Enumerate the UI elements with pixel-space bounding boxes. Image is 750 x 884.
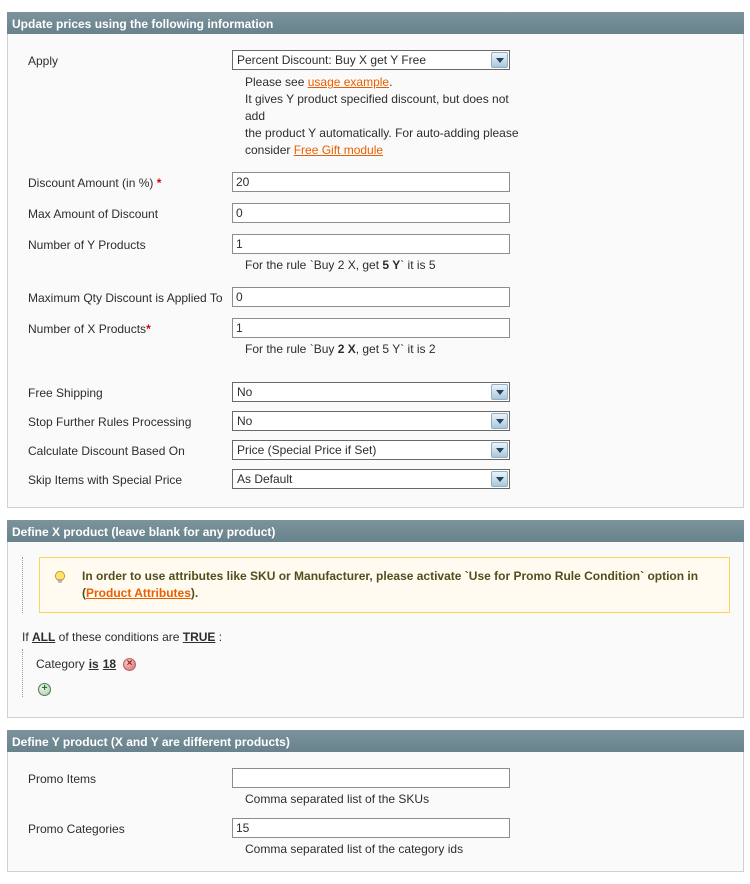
number-y-note — [245, 258, 524, 273]
section-body-define-y — [7, 752, 744, 872]
max-qty-input[interactable] — [232, 287, 510, 307]
apply-select-value: Percent Discount: Buy X get Y Free — [237, 53, 426, 67]
dropdown-arrow-icon — [491, 384, 508, 400]
section-header-define-x: Define X product (leave blank for any product) — [7, 520, 744, 542]
number-x-note — [245, 342, 524, 357]
rule-form-page — [7, 12, 744, 872]
number-y-note-bold: 5 Y — [382, 258, 401, 272]
apply-note1-text: Please see — [245, 75, 308, 89]
apply-notes — [245, 74, 524, 159]
lightbulb-icon — [52, 568, 68, 602]
skip-special-select-value: As Default — [237, 472, 293, 486]
number-y-input[interactable] — [232, 234, 510, 254]
required-asterisk: * — [146, 322, 151, 336]
calc-based-on-select[interactable] — [232, 440, 510, 460]
required-asterisk: * — [156, 176, 162, 190]
row-max-discount — [28, 203, 743, 223]
section-define-y — [7, 730, 744, 872]
number-x-label — [28, 318, 232, 357]
stop-rules-label: Stop Further Rules Processing — [28, 415, 192, 429]
row-skip-special — [28, 469, 743, 489]
section-header-update: Update prices using the following information — [7, 12, 744, 34]
skip-special-label: Skip Items with Special Price — [28, 473, 183, 487]
section-body-update — [7, 34, 744, 508]
number-x-note-part2: , get 5 Y` it is 2 — [355, 342, 436, 356]
calc-based-on-label: Calculate Discount Based On — [28, 444, 185, 458]
condition-attribute: Category — [36, 657, 85, 671]
discount-amount-label — [28, 172, 232, 192]
max-discount-input[interactable] — [232, 203, 510, 223]
remove-condition-icon[interactable]: × — [123, 658, 136, 671]
dropdown-arrow-icon — [491, 413, 508, 429]
section-update-prices — [7, 12, 744, 508]
max-discount-label: Max Amount of Discount — [28, 207, 159, 221]
dropdown-arrow-icon — [491, 52, 508, 68]
free-shipping-label: Free Shipping — [28, 386, 103, 400]
apply-note3-text: the product Y automatically. For auto-adding please — [245, 126, 519, 140]
promo-categories-note: Comma separated list of the category ids — [245, 841, 464, 856]
condition-row — [36, 657, 743, 671]
row-free-shipping — [28, 382, 743, 402]
number-y-note-part2: ` it is 5 — [400, 258, 436, 272]
skip-special-select[interactable] — [232, 469, 510, 489]
discount-amount-label-text: Discount Amount (in %) — [28, 176, 157, 190]
notice-text-before: In order to use attributes like SKU or Manufacturer, please activate `Use for Promo Rule Condition` option in ( — [82, 569, 699, 600]
apply-select[interactable] — [232, 50, 510, 70]
dropdown-arrow-icon — [491, 442, 508, 458]
free-shipping-select-value: No — [237, 385, 253, 399]
product-attributes-link[interactable]: Product Attributes — [86, 586, 191, 600]
dropdown-arrow-icon — [491, 471, 508, 487]
notice-text — [82, 568, 715, 602]
promo-categories-input[interactable] — [232, 818, 510, 838]
stop-rules-select-value: No — [237, 414, 253, 428]
calc-based-on-select-value: Price (Special Price if Set) — [237, 443, 377, 457]
notice-text-after: ). — [190, 586, 199, 600]
row-number-x — [28, 318, 743, 357]
promo-categories-label: Promo Categories — [28, 821, 125, 836]
usage-example-link[interactable]: usage example — [307, 75, 390, 89]
row-promo-items — [28, 768, 743, 807]
notice-wrap — [22, 557, 730, 613]
conditions-tree — [22, 649, 743, 697]
number-x-label-text: Number of X Products — [28, 322, 147, 336]
row-apply — [28, 50, 743, 159]
free-gift-module-link[interactable]: Free Gift module — [293, 143, 384, 157]
stop-rules-select[interactable] — [232, 411, 510, 431]
section-header-define-y: Define Y product (X and Y are different products) — [7, 730, 744, 752]
notice-box — [39, 557, 730, 613]
conditions-head — [22, 629, 743, 645]
apply-note2-text: It gives Y product specified discount, but does not add — [245, 92, 509, 123]
number-x-input[interactable] — [232, 318, 510, 338]
number-x-note-bold: 2 X — [337, 342, 356, 356]
row-number-y — [28, 234, 743, 273]
number-x-note-part1: For the rule `Buy — [245, 342, 338, 356]
cond-head-suffix: : — [215, 630, 223, 644]
cond-head-middle: of these conditions are — [55, 630, 183, 644]
section-body-define-x — [7, 542, 744, 718]
promo-items-input[interactable] — [232, 768, 510, 788]
discount-amount-input[interactable] — [232, 172, 510, 192]
number-y-note-part1: For the rule `Buy 2 X, get — [245, 258, 383, 272]
condition-add-row — [36, 680, 743, 696]
row-calc-based-on — [28, 440, 743, 460]
promo-items-label: Promo Items — [28, 771, 97, 786]
row-promo-categories — [28, 818, 743, 857]
cond-head-prefix: If — [22, 630, 33, 644]
aggregator-all-link[interactable]: ALL — [32, 630, 56, 644]
max-qty-label: Maximum Qty Discount is Applied To — [28, 291, 223, 305]
condition-operator-link[interactable]: is — [88, 657, 99, 671]
condition-value-link[interactable]: 18 — [102, 657, 117, 671]
row-max-qty — [28, 287, 743, 307]
promo-items-note: Comma separated list of the SKUs — [245, 791, 430, 806]
apply-note1-suffix: . — [389, 75, 393, 89]
number-y-label: Number of Y Products — [28, 238, 146, 252]
free-shipping-select[interactable] — [232, 382, 510, 402]
apply-label: Apply — [28, 54, 59, 68]
row-stop-rules — [28, 411, 743, 431]
value-true-link[interactable]: TRUE — [182, 630, 216, 644]
apply-note4-text: consider — [245, 143, 294, 157]
section-define-x — [7, 520, 744, 718]
row-discount-amount — [28, 172, 743, 192]
add-condition-icon[interactable]: + — [38, 683, 51, 696]
